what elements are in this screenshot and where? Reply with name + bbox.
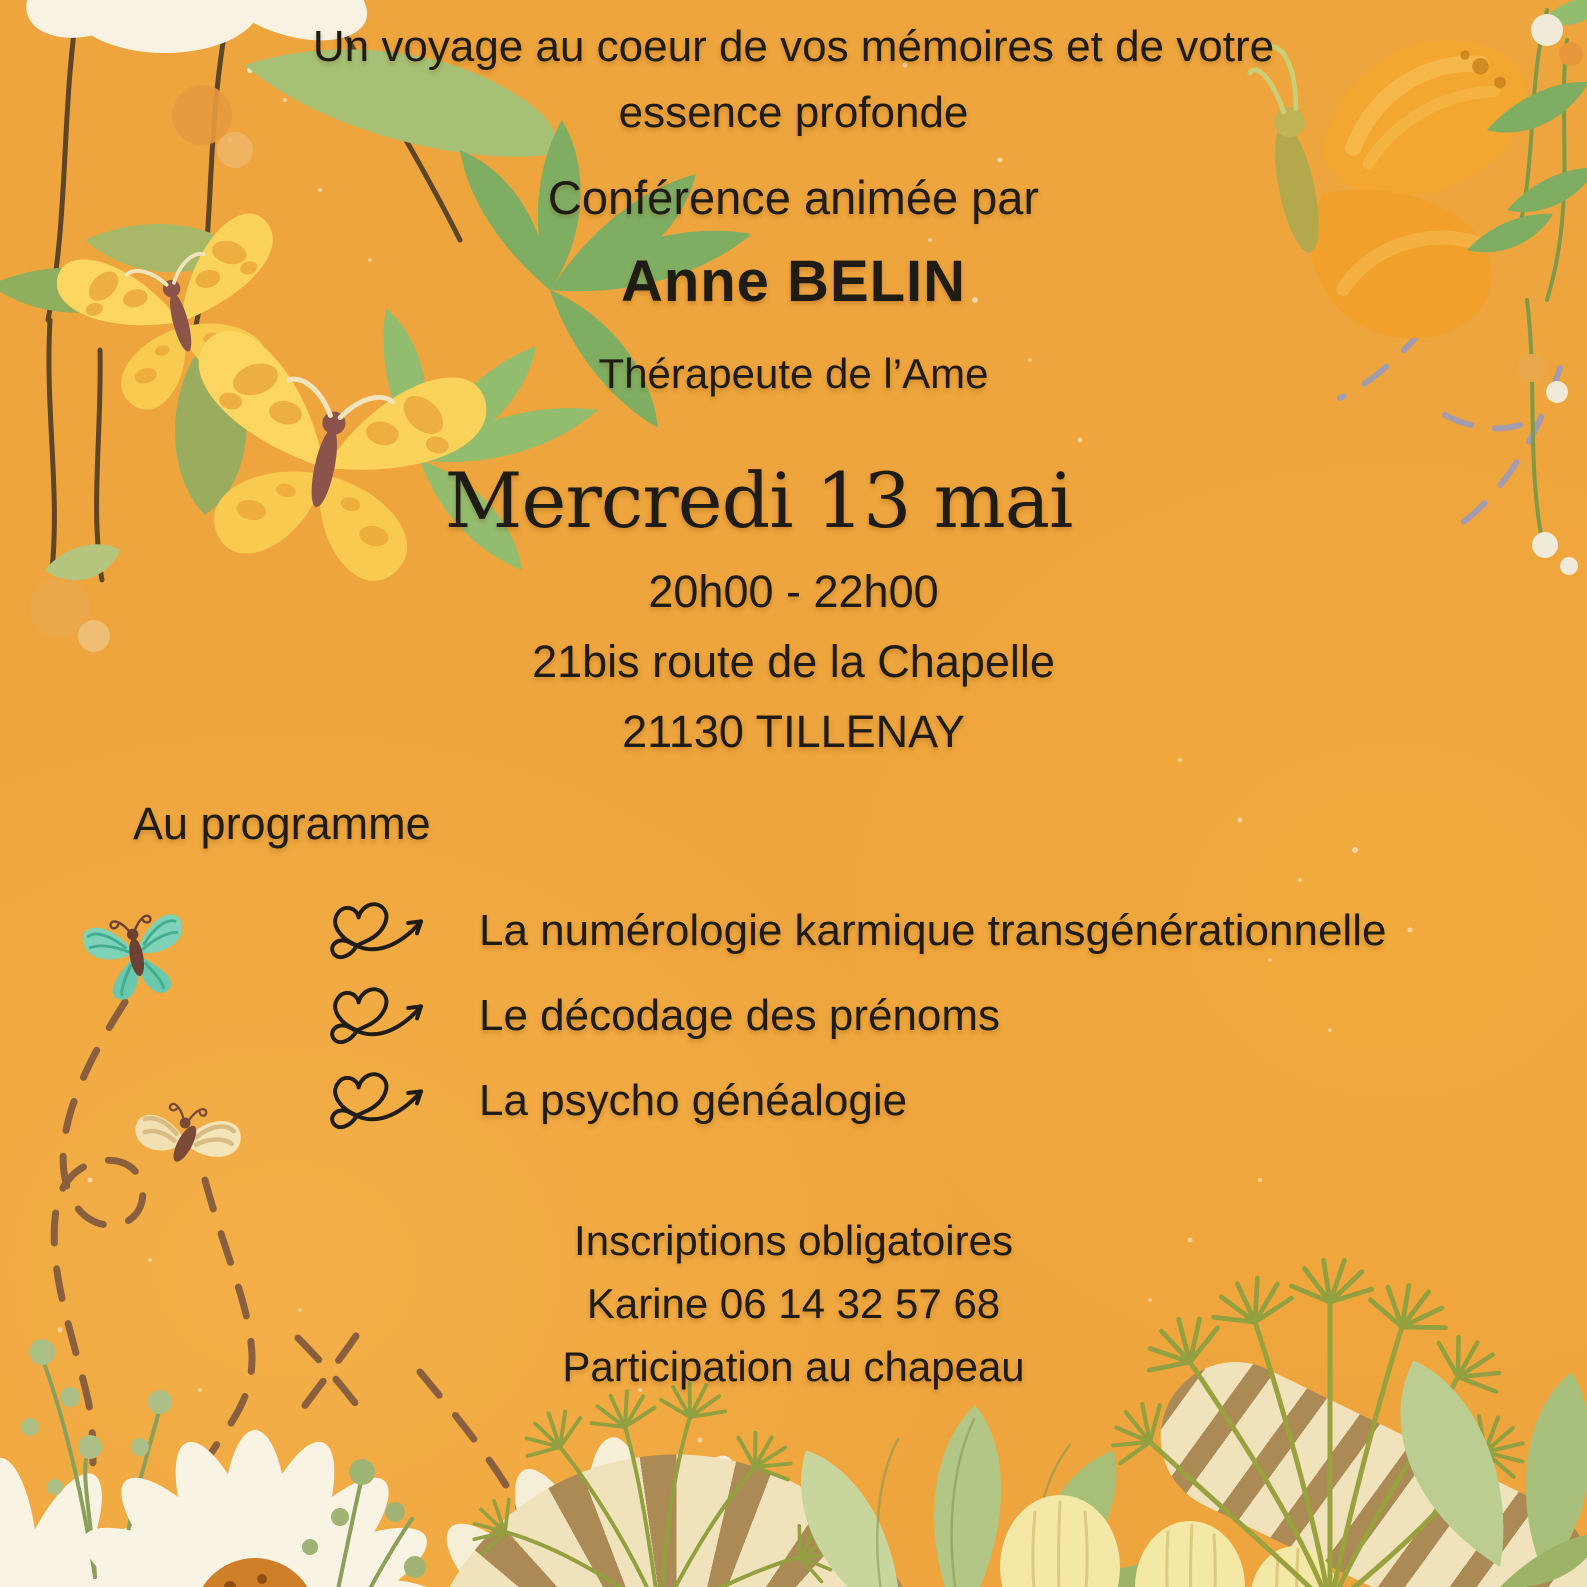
event-address-line1: 21bis route de la Chapelle bbox=[532, 636, 1055, 687]
heart-arrow-icon bbox=[315, 976, 447, 1056]
heart-arrow-icon bbox=[315, 891, 447, 971]
event-address-line2: 21130 TILLENAY bbox=[622, 706, 965, 757]
program-item bbox=[315, 973, 1386, 1058]
intro-line: Conférence animée par bbox=[547, 171, 1040, 224]
registration-info bbox=[562, 1209, 1024, 1398]
tagline: Un voyage au coeur de vos mémoires et de votre essence profonde bbox=[312, 22, 1275, 137]
program-heading: Au programme bbox=[133, 798, 431, 849]
registration-line3: Participation au chapeau bbox=[562, 1343, 1025, 1390]
event-time: 20h00 - 22h00 bbox=[648, 566, 939, 617]
program-item-label: Le décodage des prénoms bbox=[479, 990, 1001, 1040]
registration-line2: Karine 06 14 32 57 68 bbox=[586, 1280, 1001, 1327]
program-item-label: La numérologie karmique transgénérationnelle bbox=[479, 905, 1387, 955]
teal-butterfly-icon bbox=[68, 879, 203, 1022]
program-item bbox=[315, 1058, 1386, 1143]
program-item-label: La psycho généalogie bbox=[479, 1075, 908, 1125]
program-item bbox=[315, 888, 1386, 973]
registration-line1: Inscriptions obligatoires bbox=[574, 1217, 1013, 1264]
heart-arrow-icon bbox=[315, 1061, 447, 1141]
speaker-title: Thérapeute de l’Ame bbox=[598, 350, 989, 397]
event-date: Mercredi 13 mai bbox=[444, 456, 1073, 545]
speaker-name: Anne BELIN bbox=[620, 249, 967, 314]
program-list bbox=[315, 888, 1386, 1143]
berry-sprig-decoration bbox=[1427, 0, 1587, 600]
